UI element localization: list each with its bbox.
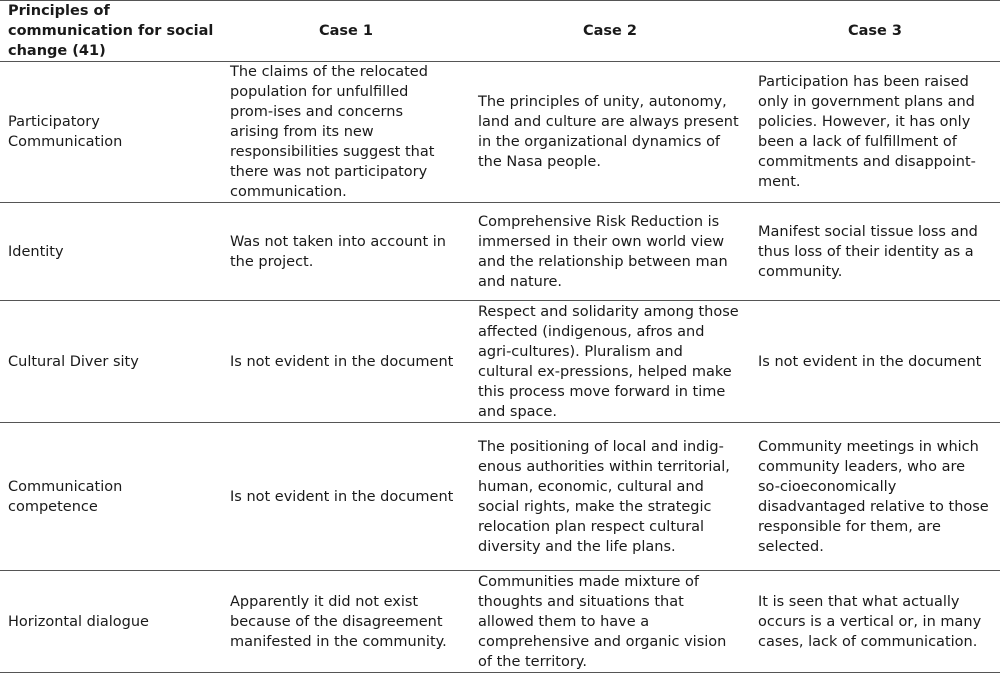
cell-case-2: The principles of unity, autonomy, land and culture are always present in the organizational dynamics of the Nasa people. — [470, 62, 750, 203]
cell-case-1: The claims of the relocated population for unfulfilled prom-ises and concerns arising from its new responsibilities suggest that there was not participatory communication. — [222, 62, 470, 203]
row-label: Horizontal dialogue — [0, 571, 222, 673]
cell-case-1: Is not evident in the document — [222, 301, 470, 423]
header-row — [0, 1, 1000, 62]
cell-case-2: Communities made mixture of thoughts and situations that allowed them to have a comprehensive and organic vision of the territory. — [470, 571, 750, 673]
header-case-1: Case 1 — [222, 1, 470, 62]
cell-case-2: Comprehensive Risk Reduction is immersed in their own world view and the relationship between man and nature. — [470, 203, 750, 301]
header-case-3: Case 3 — [750, 1, 1000, 62]
cell-case-3: Participation has been raised only in government plans and policies. However, it has only been a lack of fulfillment of commitments and disappoint-ment. — [750, 62, 1000, 203]
header-principles: Principles of communication for social change (41) — [0, 1, 222, 62]
cell-case-3: Community meetings in which community leaders, who are so-cioeconomically disadvantaged relative to those responsible for them, are selected. — [750, 423, 1000, 571]
cell-case-3: Is not evident in the document — [750, 301, 1000, 423]
table-row — [0, 62, 1000, 203]
header-case-2: Case 2 — [470, 1, 750, 62]
table-row — [0, 423, 1000, 571]
cell-case-1: Apparently it did not exist because of the disagreement manifested in the community. — [222, 571, 470, 673]
row-label: Communication competence — [0, 423, 222, 571]
cell-case-2: The positioning of local and indig-enous authorities within territorial, human, economic, cultural and social rights, make the strategic relocation plan respect cultural diversity and the life plans. — [470, 423, 750, 571]
table-row — [0, 203, 1000, 301]
row-label: Cultural Diver sity — [0, 301, 222, 423]
cell-case-2: Respect and solidarity among those affected (indigenous, afros and agri-cultures). Pluralism and cultural ex-pressions, helped make this process move forward in time and space. — [470, 301, 750, 423]
cell-case-3: It is seen that what actually occurs is a vertical or, in many cases, lack of communication. — [750, 571, 1000, 673]
row-label: Participatory Communication — [0, 62, 222, 203]
table-row — [0, 301, 1000, 423]
cell-case-1: Is not evident in the document — [222, 423, 470, 571]
cell-case-3: Manifest social tissue loss and thus loss of their identity as a community. — [750, 203, 1000, 301]
table-row — [0, 571, 1000, 673]
cell-case-1: Was not taken into account in the project. — [222, 203, 470, 301]
row-label: Identity — [0, 203, 222, 301]
